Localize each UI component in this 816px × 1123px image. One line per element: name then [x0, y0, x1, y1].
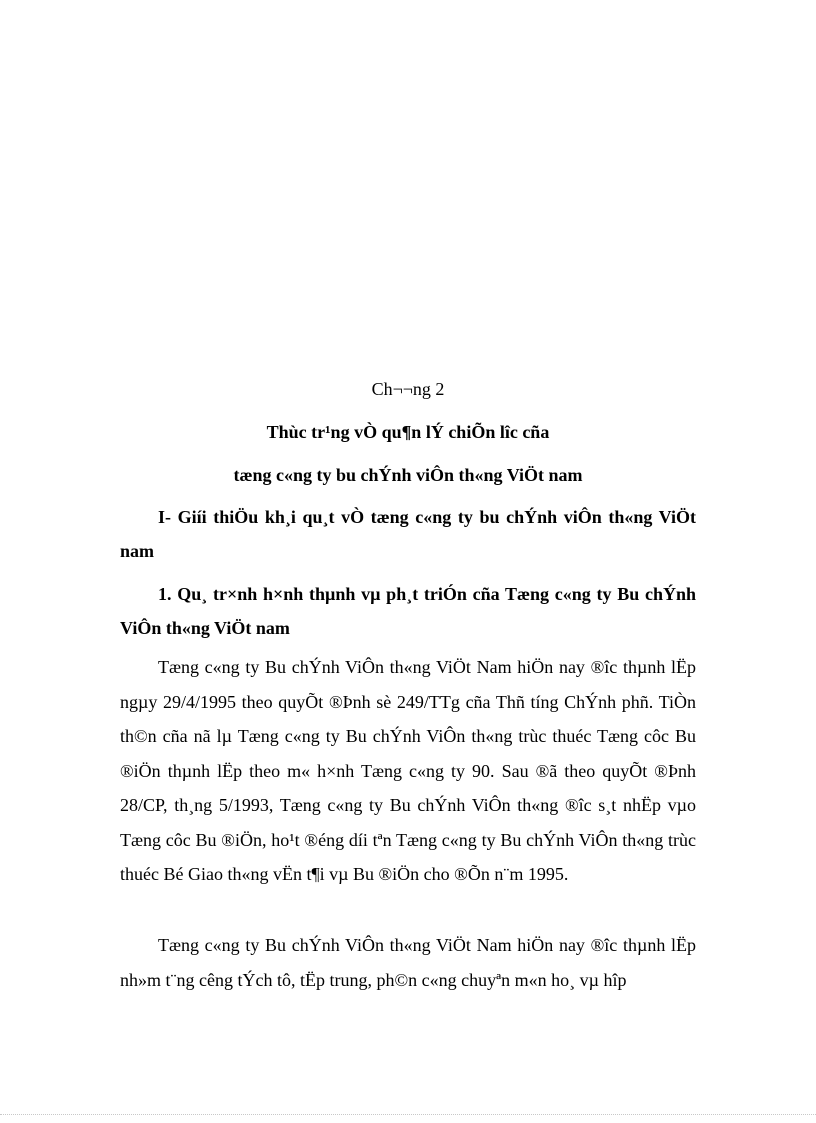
chapter-title-line-2: tæng c«ng ty bu chÝnh viÔn th«ng ViÖt nam [233, 465, 583, 485]
page-bottom-divider [0, 1114, 816, 1115]
chapter-title-line-1: Thùc tr¹ng vÒ qu¶n lÝ chiÕn lîc cña [266, 422, 550, 442]
section-heading: I- Giíi thiÖu kh¸i qu¸t vÒ tæng c«ng ty bu chÝnh viÔn th«ng ViÖt nam [120, 507, 696, 561]
chapter-number: Ch¬¬ng 2 [371, 379, 445, 399]
subsection-heading: 1. Qu¸ tr×nh h×nh thµnh vµ ph¸t triÓn cña Tæng c«ng ty Bu chÝnh ViÔn th«ng ViÖt nam [120, 584, 696, 638]
body-paragraph-1: Tæng c«ng ty Bu chÝnh ViÔn th«ng ViÖt Nam hiÖn nay ®îc thµnh lËp ngµy 29/4/1995 theo quyÕt ®Þnh sè 249/TTg cña Thñ tíng ChÝnh phñ. TiÒn th©n cña nã lµ Tæng c«ng ty Bu chÝnh ViÔn th«ng trùc thuéc Tæng côc Bu ®iÖn thµnh lËp theo m« h×nh Tæng c«ng ty 90. Sau ®ã theo quyÕt ®Þnh 28/CP, th¸ng 5/1993, Tæng c«ng ty Bu chÝnh ViÔn th«ng ®îc s¸t nhËp vµo Tæng côc Bu ®iÖn, ho¹t ®éng díi tªn Tæng c«ng ty Bu chÝnh ViÔn th«ng trùc thuéc Bé Giao th«ng vËn t¶i vµ Bu ®iÖn cho ®Õn n¨m 1995. [120, 657, 696, 884]
body-paragraph-2: Tæng c«ng ty Bu chÝnh ViÔn th«ng ViÖt Nam hiÖn nay ®îc thµnh lËp nh»m t¨ng cêng tÝch tô, tËp trung, ph©n c«ng chuyªn m«n ho¸ vµ hîp [120, 935, 696, 990]
